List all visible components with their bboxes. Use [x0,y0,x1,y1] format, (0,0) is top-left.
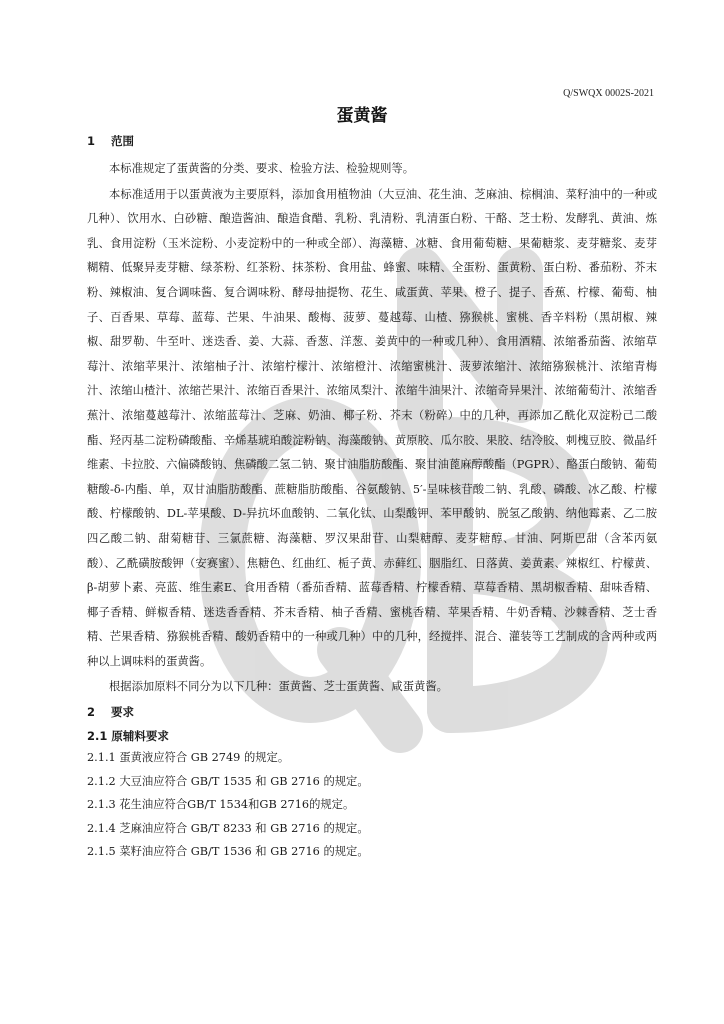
section-number: 2 [87,705,96,720]
scope-paragraph-3: 根据添加原料不同分为以下几种：蛋黄酱、芝士蛋黄酱、咸蛋黄酱。 [109,680,448,694]
document-body [87,133,657,868]
list-item: 2.1.5 菜籽油应符合 GB/T 1536 和 GB 2716 的规定。 [87,845,369,859]
document-code: Q/SWQX 0002S-2021 [563,88,654,99]
list-item: 2.1.2 大豆油应符合 GB/T 1535 和 GB 2716 的规定。 [87,774,369,788]
section-heading-scope [87,133,657,157]
document-title: 蛋黄酱 [336,106,388,126]
scope-paragraph-1: 本标准规定了蛋黄酱的分类、要求、检验方法、检验规则等。 [109,162,415,175]
section-title: 要求 [111,705,134,720]
section-title: 范围 [111,134,134,148]
section-number: 1 [87,134,96,148]
section-heading-requirements [87,704,657,728]
scope-paragraph-2: 本标准适用于以蛋黄液为主要原料，添加食用植物油（大豆油、花生油、芝麻油、棕榈油、菜籽油中的一种或几种）、饮用水、白砂糖、酿造酱油、酿造食醋、乳粉、乳清粉、乳清蛋白粉、干酪、芝士粉、发酵乳、黄油、炼乳、食用淀粉（玉米淀粉、小麦淀粉中的一种或全部）、海藻糖、冰糖、食用葡萄糖、果葡糖浆、麦芽糖浆、麦芽糊精、低聚异麦芽糖、绿茶粉、红茶粉、抹茶粉、食用盐、蜂蜜、味精、全蛋粉、蛋黄粉、蛋白粉、番茄粉、芥末粉、辣椒油、复合调味酱、复合调味粉、酵母抽提物、花生、咸蛋黄、苹果、橙子、提子、香蕉、柠檬、葡萄、柚子、百香果、草莓、蓝莓、芒果、牛油果、酸梅、菠萝、蔓越莓、山楂、猕猴桃、蜜桃、香辛料粉（黑胡椒、辣椒、甜罗勒、牛至叶、迷迭香、姜、大蒜、香葱、洋葱、姜黄中的一种或几种）、食用酒精、浓缩番茄酱、浓缩草莓汁、浓缩苹果汁、浓缩柚子汁、浓缩柠檬汁、浓缩橙汁、浓缩蜜桃汁、菠萝浓缩汁、浓缩猕猴桃汁、浓缩青梅汁、浓缩山楂汁、浓缩芒果汁、浓缩百香果汁、浓缩凤梨汁、浓缩牛油果汁、浓缩奇异果汁、浓缩葡萄汁、浓缩香蕉汁、浓缩蔓越莓汁、浓缩蓝莓汁、芝麻、奶油、椰子粉、芥末（粉碎）中的几种，再添加乙酰化双淀粉己二酸酯、羟丙基二淀粉磷酸酯、辛烯基琥珀酸淀粉钠、海藻酸钠、黄原胶、瓜尔胶、果胶、结冷胶、刺槐豆胶、微晶纤维素、卡拉胶、六偏磷酸钠、焦磷酸二氢二钠、聚甘油脂肪酸酯、聚甘油蓖麻醇酸酯（PGPR）、酪蛋白酸钠、葡萄糖酸-δ-内酯、单，双甘油脂肪酸酯、蔗糖脂肪酸酯、谷氨酸钠、5′-呈味核苷酸二钠、乳酸、磷酸、冰乙酸、柠檬酸、柠檬酸钠、DL-苹果酸、D-异抗坏血酸钠、二氧化钛、山梨酸钾、苯甲酸钠、脱氢乙酸钠、纳他霉素、乙二胺四乙酸二钠、甜菊糖苷、三氯蔗糖、海藻糖、罗汉果甜苷、山梨糖醇、麦芽糖醇、甘油、阿斯巴甜（含苯丙氨酸）、乙酰磺胺酸钾（安赛蜜）、焦糖色、红曲红、栀子黄、赤藓红、胭脂红、日落黄、姜黄素、辣椒红、柠檬黄、β-胡萝卜素、亮蓝、维生素E、食用香精（番茄香精、蓝莓香精、柠檬香精、草莓香精、黑胡椒香精、甜味香精、椰子香精、鲜椒香精、迷迭香香精、芥末香精、柚子香精、蜜桃香精、苹果香精、牛奶香精、沙棘香精、芝士香精、芒果香精、猕猴桃香精、酸奶香精中的一种或几种）中的几种，经搅拌、混合、灌装等工艺制成的含两种或两种以上调味料的蛋黄酱。 [87,187,657,668]
list-item: 2.1.4 芝麻油应符合 GB/T 8233 和 GB 2716 的规定。 [87,821,369,835]
subsection-heading-raw-materials: 2.1 原辅料要求 [87,729,169,744]
list-item: 2.1.1 蛋黄液应符合 GB 2749 的规定。 [87,751,290,765]
list-item: 2.1.3 花生油应符合GB/T 1534和GB 2716的规定。 [87,798,355,812]
